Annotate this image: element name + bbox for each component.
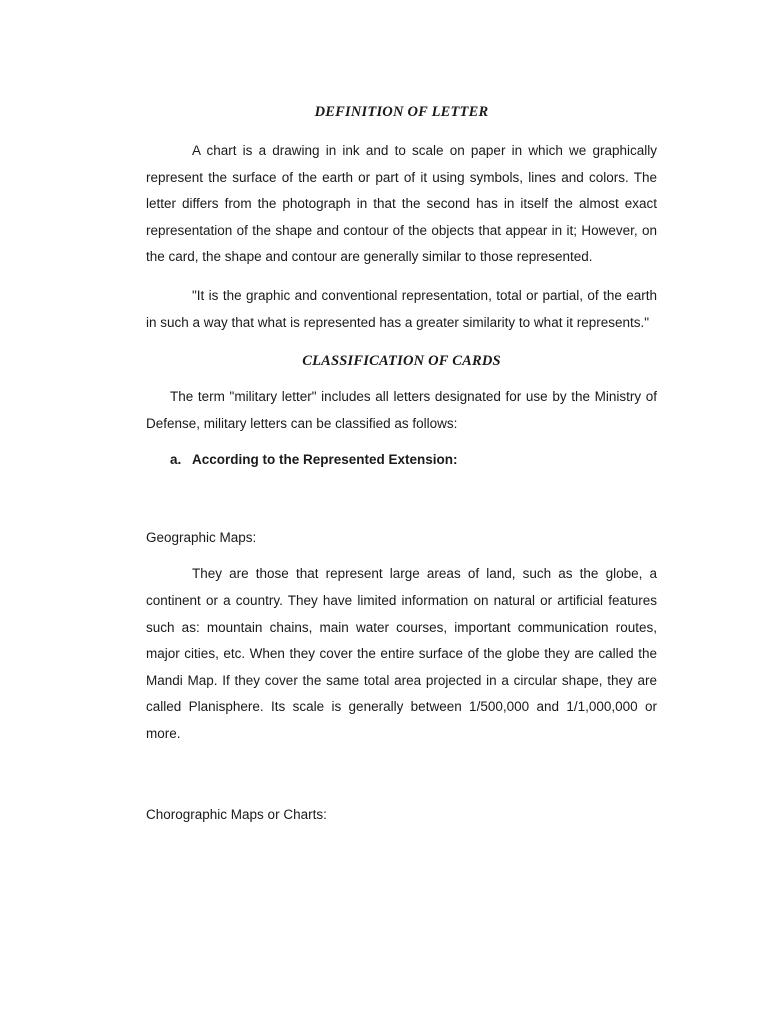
document-page <box>146 100 657 826</box>
classification-heading: CLASSIFICATION OF CARDS <box>302 353 501 370</box>
chorographic-maps-label: Chorographic Maps or Charts: <box>146 806 327 822</box>
classification-paragraph: The term "military letter" includes all letters designated for use by the Ministry of Defense, military letters can be classified as follows: <box>146 389 657 431</box>
list-item-a <box>146 449 657 471</box>
list-item-text: According to the Represented Extension: <box>192 452 458 468</box>
geographic-maps-paragraph: They are those that represent large areas of land, such as the globe, a continent or a country. They have limited information on natural or artificial features such as: mountain chains, main water courses, important communication routes, major cities, etc. When they cover the entire surface of the globe they are called the Mandi Map. If they cover the same total area projected in a circular shape, they are called Planisphere. Its scale is generally between 1/500,000 and 1/1,000,000 or more. <box>146 566 657 741</box>
definition-heading: DEFINITION OF LETTER <box>314 104 489 120</box>
definition-paragraph: A chart is a drawing in ink and to scale on paper in which we graphically represent the surface of the earth or part of it using symbols, lines and colors. The letter differs from the photograph in that the second has in itself the almost exact representation of the shape and contour of the objects that appear in it; However, on the card, the shape and contour are generally similar to those represented. <box>146 143 657 265</box>
geographic-maps-label: Geographic Maps: <box>146 530 257 546</box>
quote-paragraph: "It is the graphic and conventional representation, total or partial, of the earth in such a way that what is represented has a greater similarity to what it represents." <box>146 287 657 330</box>
list-marker: a. <box>170 452 182 468</box>
